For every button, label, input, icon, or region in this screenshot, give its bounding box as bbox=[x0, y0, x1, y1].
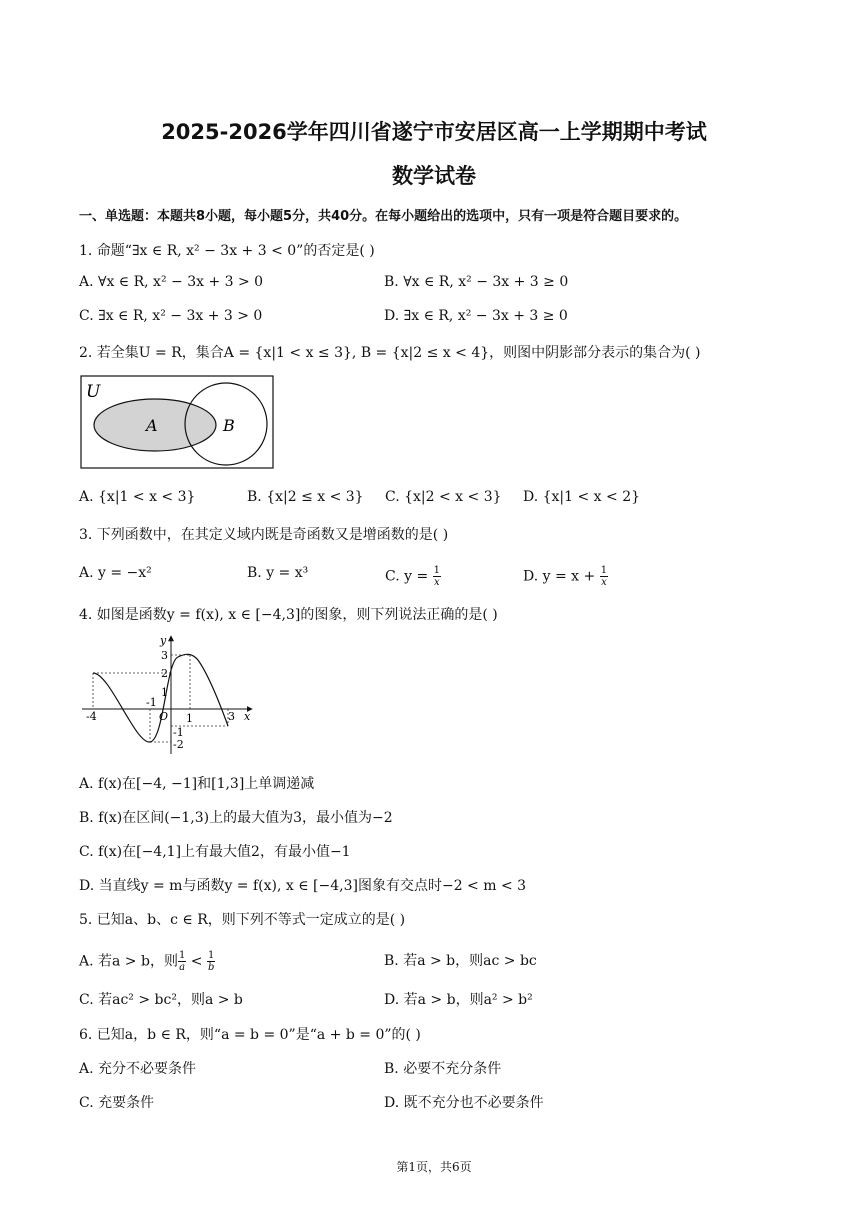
q5-fraction-1-over-b bbox=[207, 950, 215, 973]
q5-option-b: B. 若a > b，则ac > bc bbox=[384, 953, 537, 969]
q4-option-d: D. 当直线y = m与函数y = f(x), x ∈ [−4,3]图象有交点时−2 < m < 3 bbox=[79, 878, 527, 894]
q2-option-c: C. {x|2 < x < 3} bbox=[385, 489, 502, 505]
q6-option-b: B. 必要不充分条件 bbox=[384, 1061, 502, 1077]
q1-option-d: D. ∃x ∈ R, x² − 3x + 3 ≥ 0 bbox=[384, 308, 568, 324]
q3-option-d-prefix: D. y = x + bbox=[523, 568, 600, 585]
tick-label-x3: 3 bbox=[228, 710, 235, 723]
tick-label-xm4: -4 bbox=[86, 710, 97, 723]
fraction-numerator: 1 bbox=[600, 565, 608, 576]
q5-option-c: C. 若ac² > bc²，则a > b bbox=[79, 992, 243, 1008]
q4-stem: 4. 如图是函数y = f(x), x ∈ [−4,3]的图象，则下列说法正确的是( ) bbox=[79, 607, 498, 623]
q5-option-d: D. 若a > b，则a² > b² bbox=[384, 992, 533, 1008]
q1-option-c: C. ∃x ∈ R, x² − 3x + 3 > 0 bbox=[79, 308, 263, 324]
fraction-numerator: 1 bbox=[207, 950, 215, 961]
q2-option-a: A. {x|1 < x < 3} bbox=[79, 489, 196, 505]
fraction-numerator: 1 bbox=[178, 950, 186, 961]
tick-label-y2: 2 bbox=[161, 667, 168, 680]
q4-option-a: A. f(x)在[−4, −1]和[1,3]上单调递减 bbox=[79, 776, 315, 792]
tick-label-y3: 3 bbox=[161, 649, 168, 662]
q3-option-b: B. y = x³ bbox=[247, 565, 309, 581]
q3-option-c bbox=[385, 565, 441, 588]
q3-option-a: A. y = −x² bbox=[79, 565, 152, 581]
q2-option-b: B. {x|2 ≤ x < 3} bbox=[247, 489, 364, 505]
axis-label-x: x bbox=[244, 710, 251, 723]
q3-option-c-prefix: C. y = bbox=[385, 568, 433, 585]
fraction-denominator: x bbox=[434, 577, 440, 588]
q4-option-b: B. f(x)在区间(−1,3)上的最大值为3，最小值为−2 bbox=[79, 810, 393, 826]
less-than-sign: < bbox=[190, 953, 203, 970]
q2-stem: 2. 若全集U = R，集合A = {x|1 < x ≤ 3}, B = {x|2 ≤ x < 4}，则图中阴影部分表示的集合为( ) bbox=[79, 345, 701, 361]
fraction-denominator: b bbox=[207, 962, 215, 973]
tick-label-ym2: -2 bbox=[173, 738, 184, 751]
tick-label-ym1: -1 bbox=[173, 726, 184, 739]
q1-option-a: A. ∀x ∈ R, x² − 3x + 3 > 0 bbox=[79, 274, 264, 290]
q3-option-c-fraction bbox=[433, 565, 441, 588]
venn-label-b: B bbox=[223, 416, 235, 435]
q1-stem: 1. 命题“∃x ∈ R, x² − 3x + 3 < 0”的否定是( ) bbox=[79, 243, 375, 259]
q4-option-c: C. f(x)在[−4,1]上有最大值2，有最小值−1 bbox=[79, 844, 351, 860]
venn-label-a: A bbox=[146, 416, 158, 435]
origin-label: O bbox=[159, 710, 169, 723]
q5-option-a bbox=[79, 950, 215, 973]
tick-label-y1: 1 bbox=[161, 686, 168, 699]
axis-label-y: y bbox=[160, 634, 167, 647]
q5-fraction-1-over-a bbox=[178, 950, 186, 973]
q1-option-b: B. ∀x ∈ R, x² − 3x + 3 ≥ 0 bbox=[384, 274, 569, 290]
q3-option-d bbox=[523, 565, 608, 588]
page-footer: 第1页，共6页 bbox=[396, 1160, 472, 1174]
venn-diagram bbox=[80, 375, 276, 471]
fraction-numerator: 1 bbox=[433, 565, 441, 576]
fraction-denominator: a bbox=[179, 962, 186, 973]
tick-label-x1: 1 bbox=[186, 712, 193, 725]
page-subtitle: 数学试卷 bbox=[392, 164, 476, 188]
q6-option-a: A. 充分不必要条件 bbox=[79, 1061, 197, 1077]
q6-option-d: D. 既不充分也不必要条件 bbox=[384, 1095, 544, 1111]
venn-label-u: U bbox=[86, 382, 101, 402]
q3-stem: 3. 下列函数中，在其定义域内既是奇函数又是增函数的是( ) bbox=[79, 527, 449, 543]
q5-stem: 5. 已知a、b、c ∈ R，则下列不等式一定成立的是( ) bbox=[79, 912, 406, 928]
q2-option-d: D. {x|1 < x < 2} bbox=[523, 489, 641, 505]
q5-option-a-prefix: A. 若a > b，则 bbox=[79, 953, 178, 970]
function-graph bbox=[80, 632, 260, 757]
page-title: 2025-2026学年四川省遂宁市安居区高一上学期期中考试 bbox=[161, 120, 707, 144]
q6-stem: 6. 已知a，b ∈ R，则“a = b = 0”是“a + b = 0”的( ) bbox=[79, 1027, 421, 1043]
fraction-denominator: x bbox=[601, 577, 607, 588]
tick-label-xm1: -1 bbox=[146, 696, 157, 709]
section-heading: 一、单选题：本题共8小题，每小题5分，共40分。在每小题给出的选项中，只有一项是符合题目要求的。 bbox=[79, 209, 688, 224]
q3-option-d-fraction bbox=[600, 565, 608, 588]
q6-option-c: C. 充要条件 bbox=[79, 1095, 155, 1111]
